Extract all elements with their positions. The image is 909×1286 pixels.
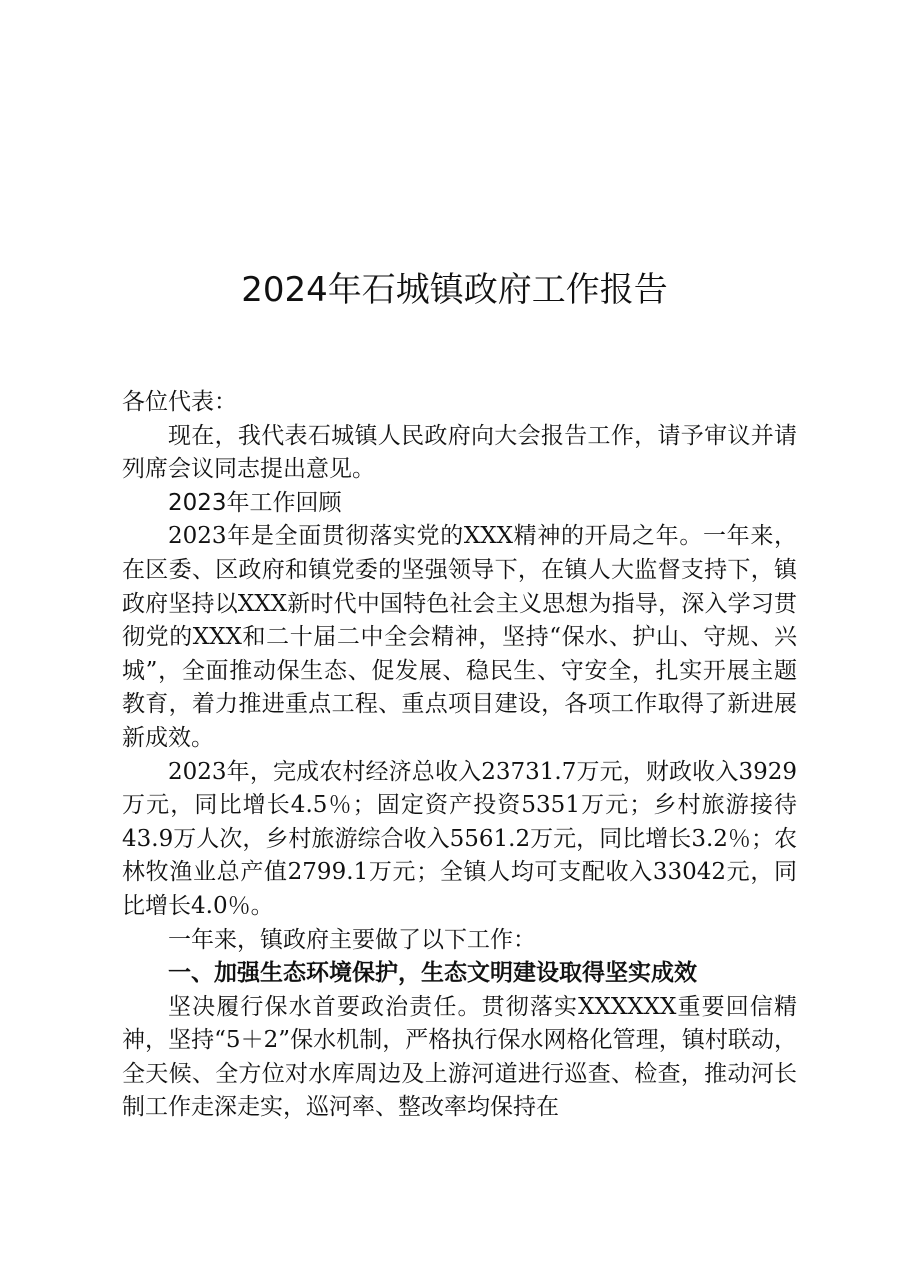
paragraph-intro: 现在，我代表石城镇人民政府向大会报告工作，请予审议并请列席会议同志提出意见。 [122,422,797,483]
section1-heading: 一、加强生态环境保护，生态文明建设取得坚实成效 [168,960,697,987]
paragraph-stats: 2023年，完成农村经济总收入23731.7万元，财政收入3929万元，同比增长4.5％；固定资产投资5351万元；乡村旅游接待43.9万人次，乡村旅游综合收入5561.2万元，同比增长3.2％；农林牧渔业总产值2799.1万元；全镇人均可支配收入33042元，同比增长4.0％。 [122,758,797,919]
salutation: 各位代表： [122,389,237,415]
document-body [122,386,797,1125]
review-heading: 2023年工作回顾 [168,489,342,516]
paragraph-work-intro: 一年来，镇政府主要做了以下工作： [168,926,536,953]
paragraph-review-summary: 2023年是全面贯彻落实党的XXX精神的开局之年。一年来，在区委、区政府和镇党委的坚强领导下，在镇人大监督支持下，镇政府坚持以XXX新时代中国特色社会主义思想为指导，深入学习贯彻党的XXX和二十届二中全会精神，坚持“保水、护山、守规、兴城”，全面推动保生态、促发展、稳民生、守安全，扎实开展主题教育，着力推进重点工程、重点项目建设，各项工作取得了新进展新成效。 [122,523,797,751]
document-title: 2024年石城镇政府工作报告 [241,270,668,310]
paragraph-section1-body: 坚决履行保水首要政治责任。贯彻落实XXXXXX重要回信精神，坚持“5＋2”保水机制，严格执行保水网格化管理，镇村联动，全天候、全方位对水库周边及上游河道进行巡查、检查，推动河长制工作走深走实，巡河率、整改率均保持在 [122,993,797,1121]
